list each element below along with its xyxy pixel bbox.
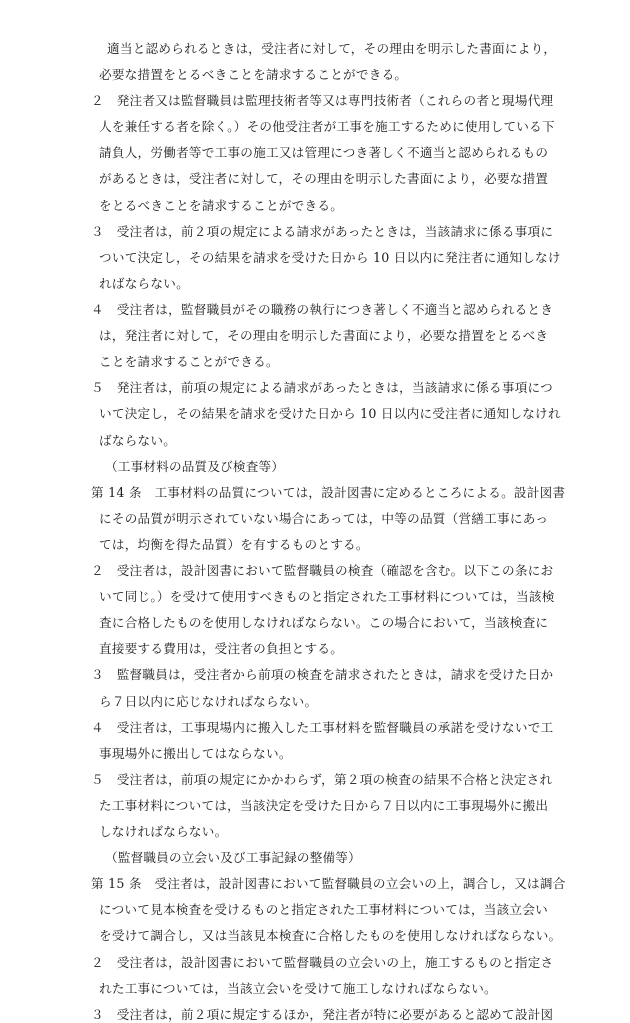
text-line: ればならない。 bbox=[99, 276, 189, 291]
paragraph-first-line: ３ 監督職員は，受注者から前項の検査を請求されたときは，請求を受けた日か bbox=[91, 667, 554, 682]
text-line: しなければならない。 bbox=[99, 824, 228, 839]
text-line: た工事材料については，当該決定を受けた日から７日以内に工事現場外に搬出 bbox=[99, 798, 549, 813]
text-line: ら７日以内に応じなければならない。 bbox=[99, 694, 318, 709]
section-heading: （監督職員の立会い及び工事記録の整備等） bbox=[105, 850, 361, 865]
section-heading: （工事材料の品質及び検査等） bbox=[105, 459, 285, 474]
text-line: ついて決定し，その結果を請求を受けた日から 10 日以内に発注者に通知しなけ bbox=[99, 250, 561, 265]
text-line: をとるべきことを請求することができる。 bbox=[99, 198, 344, 213]
text-line: 請負人，労働者等で工事の施工又は管理につき著しく不適当と認められるもの bbox=[99, 145, 549, 160]
paragraph-first-line: ３ 受注者は，前２項の規定による請求があったときは，当該請求に係る事項に bbox=[91, 224, 554, 239]
text-line: 適当と認められるときは，受注者に対して，その理由を明示した書面により， bbox=[107, 41, 557, 56]
article-first-line: 第 15 条 受注者は，設計図書において監督職員の立会いの上，調合し，又は調合 bbox=[91, 876, 566, 891]
text-line: を受けて調合し，又は当該見本検査に合格したものを使用しなければならない。 bbox=[99, 928, 562, 943]
paragraph-first-line: ５ 発注者は，前項の規定による請求があったときは，当該請求に係る事項につ bbox=[91, 380, 553, 395]
text-line: にその品質が明示されていない場合にあっては，中等の品質（営繕工事にあっ bbox=[99, 511, 549, 526]
text-line: は，発注者に対して，その理由を明示した書面により，必要な措置をとるべき bbox=[99, 328, 549, 343]
text-line: があるときは，受注者に対して，その理由を明示した書面により，必要な措置 bbox=[99, 171, 549, 186]
text-line: ては，均衡を得た品質）を有するものとする。 bbox=[99, 537, 369, 552]
text-line: 必要な措置をとるべきことを請求することができる。 bbox=[99, 67, 408, 82]
text-line: いて同じ。）を受けて使用すべきものと指定された工事材料については，当該検 bbox=[99, 589, 555, 604]
text-line: 直接要する費用は，受注者の負担とする。 bbox=[99, 641, 344, 656]
text-line: 人を兼任する者を除く。）その他受注者が工事を施工するために使用している下 bbox=[99, 119, 555, 134]
text-line: 査に合格したものを使用しなければならない。この場合において，当該検査に bbox=[99, 615, 549, 630]
text-line: ことを請求することができる。 bbox=[99, 354, 279, 369]
paragraph-first-line: ２ 受注者は，設計図書において監督職員の検査（確認を含む。以下この条にお bbox=[91, 563, 554, 578]
paragraph-first-line: ２ 受注者は，設計図書において監督職員の立会いの上，施工するものと指定さ bbox=[91, 955, 554, 970]
text-line: れた工事については，当該立会いを受けて施工しなければならない。 bbox=[99, 981, 497, 996]
text-line: 事現場外に搬出してはならない。 bbox=[99, 746, 292, 761]
text-line: いて決定し，その結果を請求を受けた日から 10 日以内に受注者に通知しなけれ bbox=[99, 406, 561, 421]
paragraph-first-line: ４ 受注者は，工事現場内に搬入した工事材料を監督職員の承諾を受けないで工 bbox=[91, 720, 554, 735]
paragraph-first-line: ５ 受注者は，前項の規定にかかわらず，第２項の検査の結果不合格と決定され bbox=[91, 772, 553, 787]
paragraph-first-line: ２ 発注者又は監督職員は監理技術者等又は専門技術者（これらの者と現場代理 bbox=[91, 93, 554, 108]
text-line: について見本検査を受けるものと指定された工事材料については，当該立会い bbox=[99, 902, 549, 917]
paragraph-first-line: ３ 受注者は，前２項に規定するほか，発注者が特に必要があると認めて設計図 bbox=[91, 1007, 554, 1022]
article-first-line: 第 14 条 工事材料の品質については，設計図書に定めるところによる。設計図書 bbox=[91, 485, 566, 500]
paragraph-first-line: ４ 受注者は，監督職員がその職務の執行につき著しく不適当と認められるとき bbox=[91, 302, 554, 317]
text-line: ばならない。 bbox=[99, 433, 177, 448]
